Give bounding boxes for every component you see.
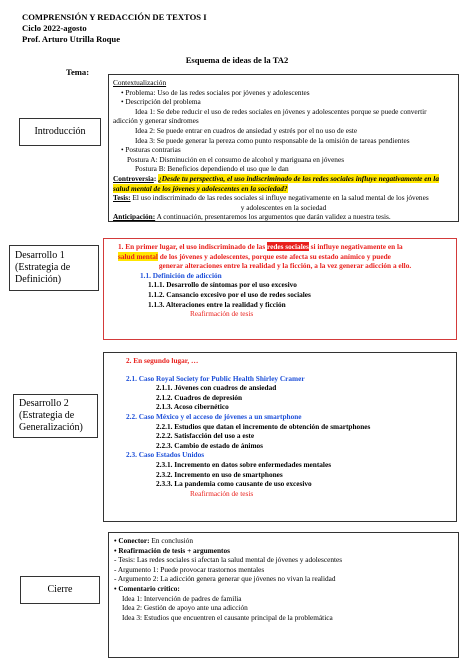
thesis-reaffirmation-2: Reafirmación de tesis	[190, 488, 254, 498]
controversy-paragraph: Controversia: ¿Desde tu perspectiva, el uso indiscriminado de las redes sociales influye negativamente en la salud mental de los jóvenes y adolescentes en la sociedad?	[113, 173, 439, 193]
idea1-line-a: Idea 1: Se debe reducir el uso de redes sociales en jóvenes y adolescentes porque se puede convertir	[135, 106, 427, 116]
development1-label: Desarrollo 1 (Estrategia de Definición)	[15, 250, 71, 285]
critical-comment-heading: • Comentario crítico:	[114, 583, 180, 593]
point1-line3: generar alteraciones entre la realidad y la ficción, a la vez generar adicción a ello.	[158, 261, 412, 271]
point1-line2: salud mental de los jóvenes y adolescentes, porque este afecta su estado anímico y puede	[118, 251, 391, 261]
position-b-line: Postura B: Beneficios dependiendo el uso que le dan	[135, 164, 289, 174]
cycle-text: Ciclo 2022-agosto	[22, 23, 87, 33]
closing-content-box	[108, 532, 459, 658]
development1-label-box	[9, 245, 99, 291]
idea1-line-b: adicción y generar síndromes	[113, 116, 199, 126]
subpoint-1-1-2: 1.1.2. Cansancio excesivo por el uso de redes sociales	[148, 289, 311, 299]
intro-label: Introducción	[34, 126, 86, 137]
tema-label: Tema:	[66, 67, 90, 77]
connector-label: • Conector:	[114, 536, 150, 545]
development2-label-box	[13, 394, 98, 438]
subpoint-2-3-1: 2.3.1. Incremento en datos sobre enfermedades mentales	[156, 459, 332, 469]
subpoint-1-1-3: 1.1.3. Alteraciones entre la realidad y ficción	[148, 299, 286, 309]
description-item: • Descripción del problema	[121, 97, 201, 107]
highlight-social-networks: redes sociales	[267, 242, 309, 251]
reaffirmation-heading: • Reafirmación de tesis + argumentos	[114, 545, 230, 555]
document-header	[22, 12, 207, 45]
subpoint-1-1-1: 1.1.1. Desarrollo de síntomas por el uso excesivo	[148, 280, 297, 290]
closing-argument-1: - Argumento 1: Puede provocar trastornos mentales	[114, 564, 265, 574]
closing-idea-3: Idea 3: Estudios que encuentren el causante principal de la problemática	[122, 612, 333, 622]
thesis-label: Tesis:	[113, 193, 131, 203]
subpoint-2-3-2: 2.3.2. Incremento en uso de smartphones	[156, 469, 283, 479]
subpoint-2-2-3: 2.2.3. Cambio de estado de ánimos	[156, 440, 264, 450]
thesis-text-a: El uso indiscriminado de las redes sociales si influye negativamente en la salud mental de los jóvenes	[130, 193, 429, 203]
schema-title: Esquema de ideas de la TA2	[185, 55, 289, 65]
controversy-label: Controversia	[113, 173, 154, 183]
position-a-line: Postura A: Disminución en el consumo de alcohol y mariguana en jóvenes	[127, 154, 345, 164]
connector-text: En conclusión	[149, 536, 193, 545]
course-title: COMPRENSIÓN Y REDACCIÓN DE TEXTOS I	[22, 12, 207, 22]
thesis-line-a	[113, 193, 454, 203]
development2-label: Desarrollo 2 (Estrategia de Generalización)	[19, 398, 83, 433]
development2-content-box	[103, 352, 457, 522]
contrary-positions-item: • Posturas contrarias	[121, 145, 181, 155]
intro-content-box	[108, 74, 459, 222]
idea3-line: Idea 3: Se puede generar la pereza como punto responsable de la omisión de tareas pendientes	[135, 135, 410, 145]
highlight-mental-health: salud mental	[118, 251, 158, 261]
subpoint-2-2-1: 2.2.1. Estudios que datan el incremento de obtención de smartphones	[156, 421, 371, 431]
point1-line1: 1. En primer lugar, el uso indiscriminado de las redes sociales si influye negativamente en la	[118, 242, 403, 251]
connector-line	[114, 536, 454, 546]
point2-line: 2. En segundo lugar, …	[126, 356, 199, 365]
anticipation-text: A continuación, presentaremos los argumentos que darán validez a nuestra tesis.	[155, 212, 391, 222]
professor-name: Prof. Arturo Utrilla Roque	[22, 34, 121, 44]
development1-content-box	[103, 238, 457, 340]
thesis-text-b: y adolescentes en la sociedad	[240, 202, 327, 212]
anticipation-label: Anticipación:	[113, 212, 156, 222]
intro-label-box	[19, 118, 101, 146]
closing-label: Cierre	[47, 584, 73, 595]
subpoint-1-1: 1.1. Definición de adicción	[140, 270, 222, 280]
subpoint-2-3-3: 2.3.3. La pandemia como causante de uso excesivo	[156, 479, 312, 489]
subpoint-2-3: 2.3. Caso Estados Unidos	[126, 450, 205, 460]
closing-idea-1: Idea 1: Intervención de padres de familia	[122, 593, 242, 603]
closing-argument-2: - Argumento 2: La adicción genera generar que jóvenes no vivan la realidad	[114, 574, 336, 584]
subpoint-2-2-2: 2.2.2. Satisfacción del uso a este	[156, 431, 255, 441]
closing-thesis: - Tesis: Las redes sociales si afectan la salud mental de jóvenes y adolescentes	[114, 555, 343, 565]
idea2-line: Idea 2: Se puede entrar en cuadros de ansiedad y estrés por el no uso de este	[135, 125, 358, 135]
subpoint-2-1: 2.1. Caso Royal Society for Public Health Shirley Cramer	[126, 373, 305, 383]
subpoint-2-1-2: 2.1.2. Cuadros de depresión	[156, 392, 243, 402]
problem-item: • Problema: Uso de las redes sociales por jóvenes y adolescentes	[121, 87, 310, 97]
controversy-question: ¿Desde tu perspectiva, el uso indiscriminado de las redes sociales influye negativamente en la salud mental de los jóvenes y adolescentes en la sociedad?	[113, 173, 439, 193]
anticipation-line	[113, 212, 454, 222]
subpoint-2-2: 2.2. Caso México y el acceso de jóvenes a un smartphone	[126, 411, 302, 421]
closing-label-box	[20, 576, 100, 604]
closing-idea-2: Idea 2: Gestión de apoyo ante una adicción	[122, 603, 248, 613]
subpoint-2-1-3: 2.1.3. Acoso cibernético	[156, 402, 229, 412]
subpoint-2-1-1: 2.1.1. Jóvenes con cuadros de ansiedad	[156, 383, 277, 393]
contextualizacion-heading: Contextualización	[113, 78, 167, 87]
thesis-reaffirmation-1: Reafirmación de tesis	[190, 309, 254, 319]
